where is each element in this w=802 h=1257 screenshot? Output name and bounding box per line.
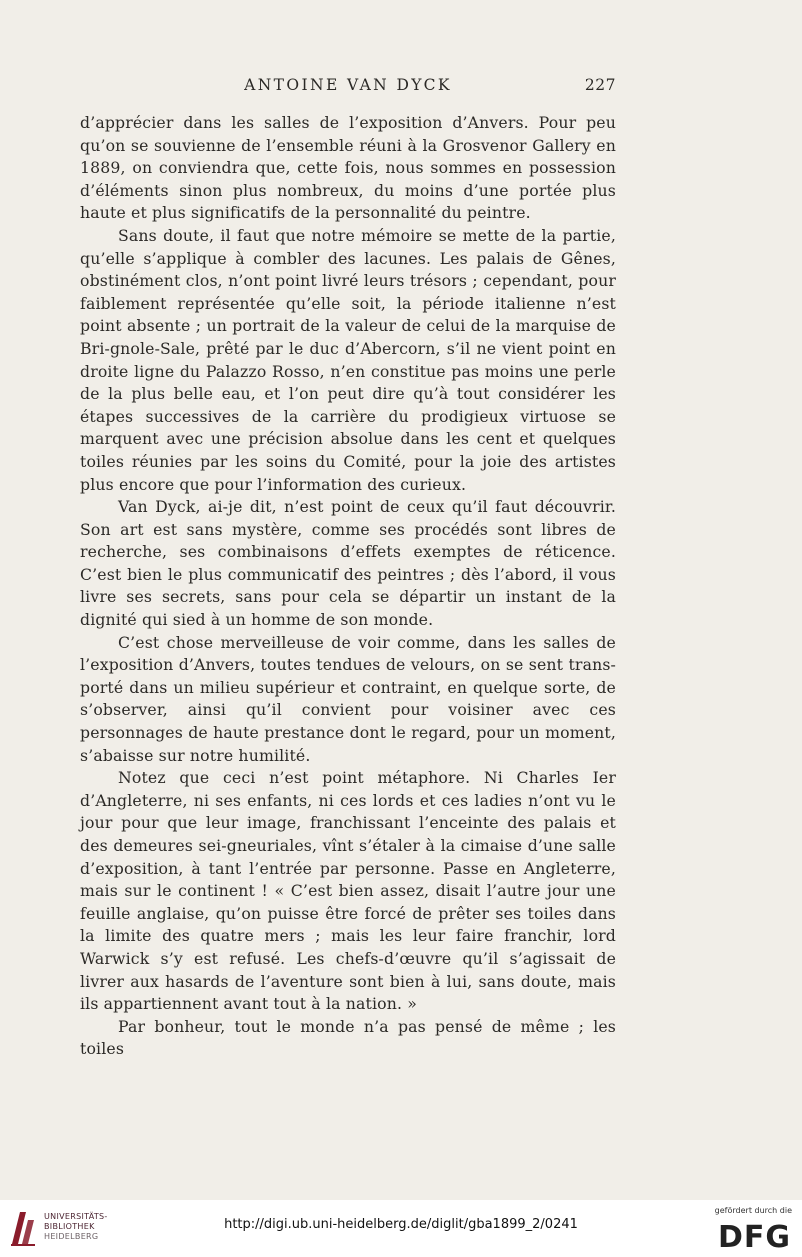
library-name-line: HEIDELBERG — [44, 1232, 99, 1241]
permalink-url[interactable]: http://digi.ub.uni-heidelberg.de/diglit/gba1899_2/0241 — [224, 1217, 578, 1232]
paragraph: Par bonheur, tout le monde n’a pas pensé de même ; les toiles — [80, 1016, 616, 1059]
paragraph: Van Dyck, ai-je dit, n’est point de ceux qu’il faut découvrir. Son art est sans mystère, comme ses procédés sont libres de recherche, ses combinaisons d’effets exemptes de réticence. C’est bien le plus communicatif des peintres ; dès l’abord, il vous livre ses secrets, sans pour cela se départir un instant de la dignité qui sied à un homme de son monde. — [80, 497, 616, 630]
library-name-line: UNIVERSITÄTS- — [44, 1212, 108, 1221]
running-head — [80, 76, 616, 98]
viewer-footer — [0, 1200, 802, 1257]
funder-caption: gefördert durch die — [714, 1206, 792, 1215]
library-name-line: BIBLIOTHEK — [44, 1222, 95, 1231]
dfg-logo-text: DFG — [718, 1220, 792, 1250]
body-text — [80, 112, 616, 1061]
page-number: 227 — [584, 76, 616, 94]
dfg-logo-icon[interactable] — [718, 1220, 792, 1250]
running-title: ANTOINE VAN DYCK — [244, 76, 452, 94]
paragraph: d’apprécier dans les salles de l’exposition d’Anvers. Pour peu qu’on se souvienne de l’ensemble réuni à la Grosvenor Gallery en 1889, on conviendra que, cette fois, nous sommes en possession d’éléments sinon plus nombreux, du moins d’une portée plus haute et plus significatifs de la personnalité du peintre. — [80, 113, 616, 223]
paragraph: Sans doute, il faut que notre mémoire se mette de la partie, qu’elle s’applique à combler des lacunes. Les palais de Gênes, obstinément clos, n’ont point livré leurs trésors ; cependant, pour faiblement représentée qu’elle soit, la période italienne n’est point absente ; un portrait de la valeur de celui de la marquise de Bri-gnole-Sale, prêté par le duc d’Abercorn, s’il ne vient point en droite ligne du Palazzo Rosso, n’en constitue pas moins une perle de la plus belle eau, et l’on peut dire qu’à tout considérer les étapes successives de la carrière du prodigieux virtuose se marquent avec une précision absolue dans les cent et quelques toiles réunies par les soins du Comité, pour la joie des artistes plus encore que pour l’information des curieux. — [80, 225, 616, 494]
paragraph: C’est chose merveilleuse de voir comme, dans les salles de l’exposition d’Anvers, toutes tendues de velours, on se sent trans-porté dans un milieu supérieur et contraint, en quelque sorte, de s’observer, ainsi qu’il convient pour voisiner avec ces personnages de haute prestance dont le regard, pour un moment, s’abaisse sur notre humilité. — [80, 632, 616, 765]
paragraph: Notez que ceci n’est point métaphore. Ni Charles Ier d’Angleterre, ni ses enfants, ni ces lords et ces ladies n’ont vu le jour pour que leur image, franchissant l’enceinte des palais et des demeures sei-gneuriales, vînt s’étaler à la cimaise d’une salle d’exposition, à tant l’entrée par personne. Passe en Angleterre, mais sur le continent ! « C’est bien assez, disait l’autre jour une feuille anglaise, qu’on puisse être forcé de prêter ses toiles dans la limite des quatre mers ; mais les leur faire franchir, lord Warwick s’y est refusé. Les chefs-d’œuvre qu’il s’agissait de livrer aux hasards de l’aventure sont bien à lui, sans doute, mais ils appartiennent avant tout à la nation. » — [80, 768, 616, 1014]
